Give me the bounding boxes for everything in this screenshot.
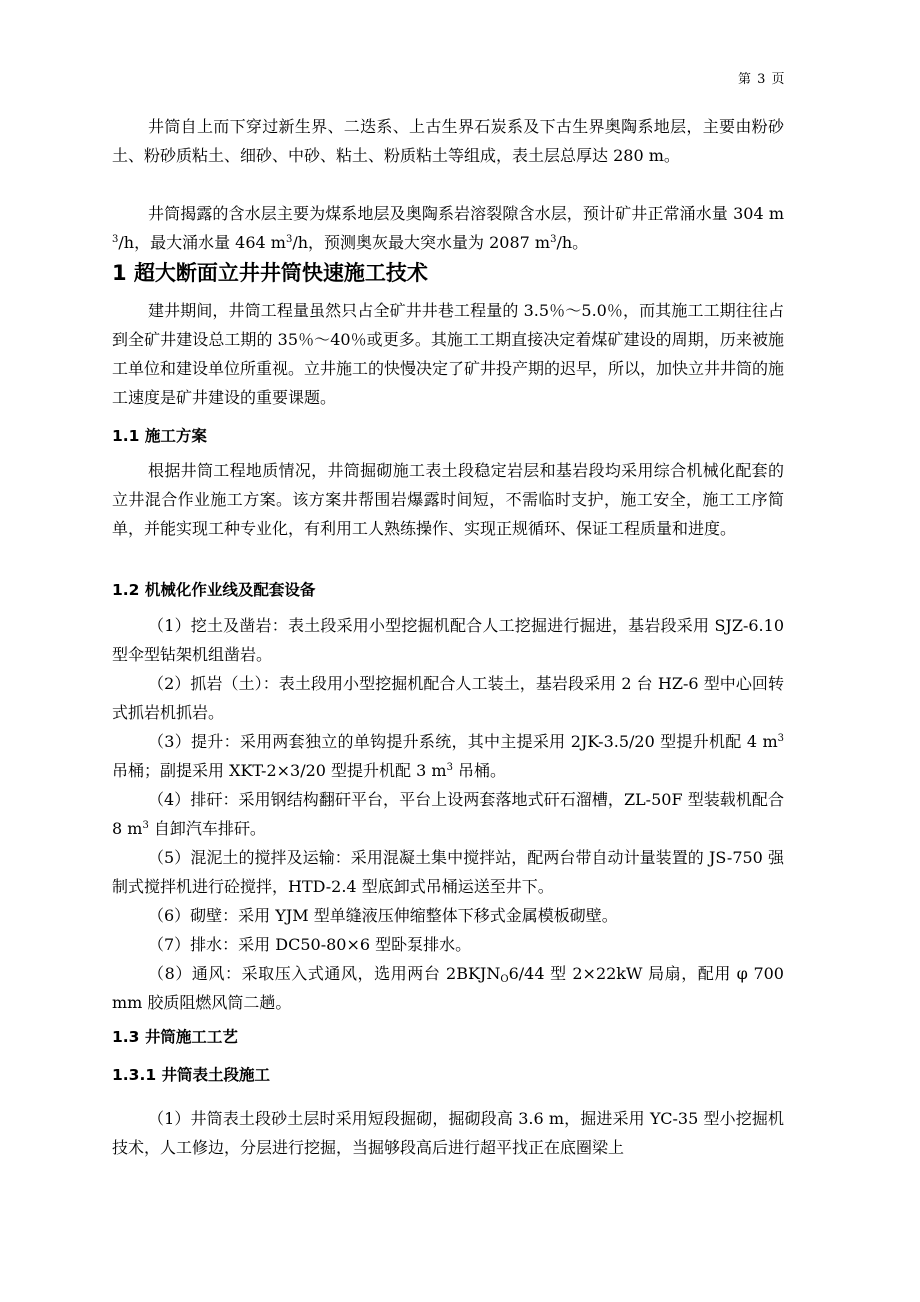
section-1-3-1-heading: 1.3.1 井筒表土段施工: [112, 1066, 271, 1084]
intro-paragraph-2: 井筒揭露的含水层主要为煤系地层及奥陶系岩溶裂隙含水层，预计矿井正常涌水量 304 $m^3/h$，最大涌水量 464 $m^3/h$，预测奥灰最大突水量为 2087 $m^3/h$。: [112, 204, 784, 252]
equipment-item-4: （4）排矸：采用钢结构翻矸平台，平台上设两套落地式矸石溜槽，ZL-50F 型装载机配合 8 $m^3$ 自卸汽车排矸。: [112, 790, 784, 838]
page-number: 第 3 页: [738, 72, 786, 87]
equipment-item-6: （6）砌壁：采用 YJM 型单缝液压伸缩整体下移式金属模板砌壁。: [148, 906, 618, 925]
equipment-item-5: （5）混泥土的搅拌及运输：采用混凝土集中搅拌站，配两台带自动计量装置的 JS-750 强制式搅拌机进行砼搅拌，HTD-2.4 型底卸式吊桶运送至井下。: [112, 848, 784, 896]
section-1-3-heading: 1.3 井筒施工工艺: [112, 1028, 238, 1046]
intro-paragraph-1: 井筒自上而下穿过新生界、二迭系、上古生界石炭系及下古生界奥陶系地层，主要由粉砂土、粉砂质粘土、细砂、中砂、粘土、粉质粘土等组成，表土层总厚达 280 m。: [112, 117, 784, 165]
equipment-item-2: （2）抓岩（土）：表土段用小型挖掘机配合人工装土，基岩段采用 2 台 HZ-6 型中心回转式抓岩机抓岩。: [112, 674, 784, 722]
equipment-item-1: （1）挖土及凿岩：表土段采用小型挖掘机配合人工挖掘进行掘进，基岩段采用 SJZ-6.10 型伞型钻架机组凿岩。: [112, 616, 784, 664]
section-1-3-1-paragraph: （1）井筒表土段砂土层时采用短段掘砌，掘砌段高 3.6 m，掘进采用 YC-35 型小挖掘机技术，人工修边，分层进行挖掘，当掘够段高后进行超平找正在底圈梁上: [112, 1109, 784, 1157]
equipment-item-3: （3）提升：采用两套独立的单钩提升系统，其中主提采用 2JK-3.5/20 型提升机配 4 $m^3$ 吊桶；副提采用 XKT-2×3/20 型提升机配 3 $m^3$ 吊桶。: [112, 732, 784, 780]
section-1-1-paragraph: 根据井筒工程地质情况，井筒掘砌施工表土段稳定岩层和基岩段均采用综合机械化配套的立井混合作业施工方案。该方案井帮围岩爆露时间短，不需临时支护，施工安全，施工工序简单，并能实现工种专业化，有利用工人熟练操作、实现正规循环、保证工程质量和进度。: [112, 461, 784, 538]
equipment-item-8: （8）通风：采取压入式通风，选用两台 $2BKJN_O6/44$ 型 2×22kW 局扇，配用 φ 700 mm 胶质阻燃风筒二趟。: [112, 964, 784, 1012]
section-1-2-heading: 1.2 机械化作业线及配套设备: [112, 581, 316, 599]
section-1-heading: 1 超大断面立井井筒快速施工技术: [112, 261, 428, 285]
equipment-item-7: （7）排水：采用 DC50-80×6 型卧泵排水。: [148, 935, 472, 954]
section-1-paragraph: 建井期间，井筒工程量虽然只占全矿井井巷工程量的 3.5％～5.0％，而其施工工期往往占到全矿井建设总工期的 35％～40％或更多。其施工工期直接决定着煤矿建设的周期，历来被施工单位和建设单位所重视。立井施工的快慢决定了矿井投产期的迟早，所以，加快立井井筒的施工速度是矿井建设的重要课题。: [112, 301, 785, 407]
section-1-1-heading: 1.1 施工方案: [112, 427, 207, 445]
